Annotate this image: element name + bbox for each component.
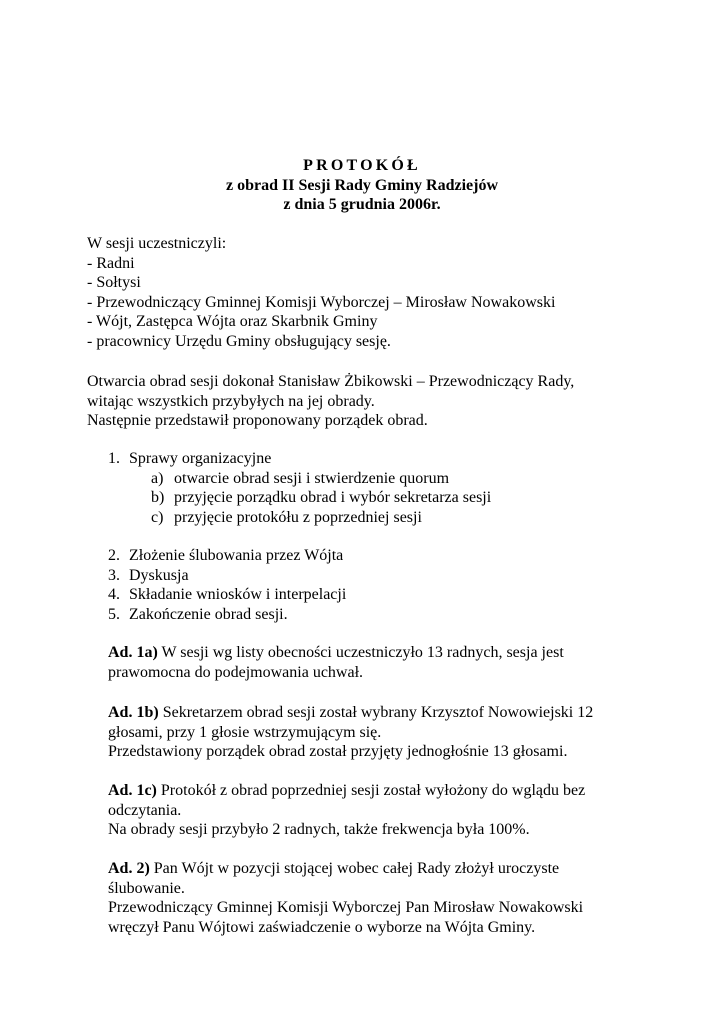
ad-2-text: Pan Wójt w pozycji stojącej wobec całej Rady złożył uroczyste (149, 860, 560, 877)
ad-1a-section (108, 643, 648, 682)
ad-2-text: wręczył Panu Wójtowi zaświadczenie o wyborze na Wójta Gminy. (108, 918, 536, 936)
ad-1c-text: Protokół z obrad poprzedniej sesji został wyłożony do wglądu bez (156, 782, 586, 799)
agenda-item-number: 1. (108, 450, 120, 467)
ad-2-label: Ad. 2) (108, 860, 150, 877)
agenda-item-text: Zakończenie obrad sesji. (129, 605, 288, 623)
document-header (0, 156, 724, 215)
opening-line: Następnie przedstawił proponowany porządek obrad. (87, 412, 428, 429)
ad-1b-label: Ad. 1b) (108, 704, 159, 721)
agenda-list-part2 (108, 546, 628, 624)
agenda-subitem-text: otwarcie obrad sesji i stwierdzenie quorum (174, 469, 450, 487)
participants-section (87, 234, 647, 351)
agenda-item (108, 566, 628, 586)
ad-1b-text: Sekretarzem obrad sesji został wybrany Krzysztof Nowowiejski 12 (158, 704, 594, 721)
ad-1a-text: prawomocna do podejmowania uchwał. (108, 663, 364, 681)
ad-1c-text: odczytania. (108, 801, 182, 819)
opening-line: witając wszystkich przybyłych na jej obrady. (87, 392, 375, 410)
agenda-item-number: 2. (108, 547, 120, 564)
agenda-list-part1 (108, 449, 628, 527)
document-title: PROTOKÓŁ (303, 157, 421, 174)
agenda-item-text: Sprawy organizacyjne (129, 450, 272, 467)
participant-item: - Wójt, Zastępca Wójta oraz Skarbnik Gminy (87, 313, 378, 330)
participant-item: - Radni (87, 254, 135, 272)
agenda-subitem (108, 488, 628, 508)
ad-2-text: Przewodniczący Gminnej Komisji Wyborczej Pan Mirosław Nowakowski (108, 899, 584, 916)
participant-item: - Przewodniczący Gminnej Komisji Wyborczej – Mirosław Nowakowski (87, 293, 556, 311)
agenda-item (108, 605, 628, 625)
participant-item: - pracownicy Urzędu Gminy obsługujący sesję. (87, 332, 391, 350)
ad-1c-section (108, 781, 648, 840)
ad-1a-label: Ad. 1a) (108, 644, 158, 661)
agenda-item-text: Składanie wniosków i interpelacji (129, 586, 347, 603)
agenda-subitem-letter: c) (151, 508, 164, 526)
opening-paragraph (87, 372, 647, 431)
ad-1c-text: Na obrady sesji przybyło 2 radnych, także frekwencja była 100%. (108, 821, 530, 838)
participant-item: - Sołtysi (87, 274, 141, 291)
document-date: z dnia 5 grudnia 2006r. (283, 196, 441, 213)
agenda-subitem-text: przyjęcie porządku obrad i wybór sekretarza sesji (174, 489, 492, 506)
document-subtitle: z obrad II Sesji Rady Gminy Radziejów (225, 176, 498, 194)
ad-2-section (108, 859, 648, 937)
participants-intro: W sesji uczestniczyli: (87, 235, 227, 252)
agenda-subitem-text: przyjęcie protokółu z poprzedniej sesji (174, 508, 422, 526)
ad-1b-text: Przedstawiony porządek obrad został przyjęty jednogłośnie 13 głosami. (108, 743, 568, 760)
opening-line: Otwarcia obrad sesji dokonał Stanisław Żbikowski – Przewodniczący Rady, (87, 373, 575, 390)
ad-1b-text: głosami, przy 1 głosie wstrzymującym się. (108, 723, 382, 741)
agenda-item (108, 546, 628, 566)
agenda-item-text: Złożenie ślubowania przez Wójta (129, 547, 344, 564)
agenda-subitem-letter: a) (151, 469, 164, 487)
agenda-subitem-letter: b) (151, 489, 165, 506)
ad-1a-text: W sesji wg listy obecności uczestniczyło 13 radnych, sesja jest (157, 644, 564, 661)
ad-1c-label: Ad. 1c) (108, 782, 157, 799)
agenda-item-text: Dyskusja (129, 566, 189, 584)
agenda-item-number: 4. (108, 586, 120, 603)
agenda-subitem (108, 508, 628, 528)
agenda-item-number: 3. (108, 566, 120, 584)
agenda-subitem (108, 469, 628, 489)
agenda-item-number: 5. (108, 605, 120, 623)
agenda-item (108, 449, 628, 469)
ad-1b-section (108, 703, 648, 762)
ad-2-text: ślubowanie. (108, 879, 185, 897)
agenda-item (108, 585, 628, 605)
